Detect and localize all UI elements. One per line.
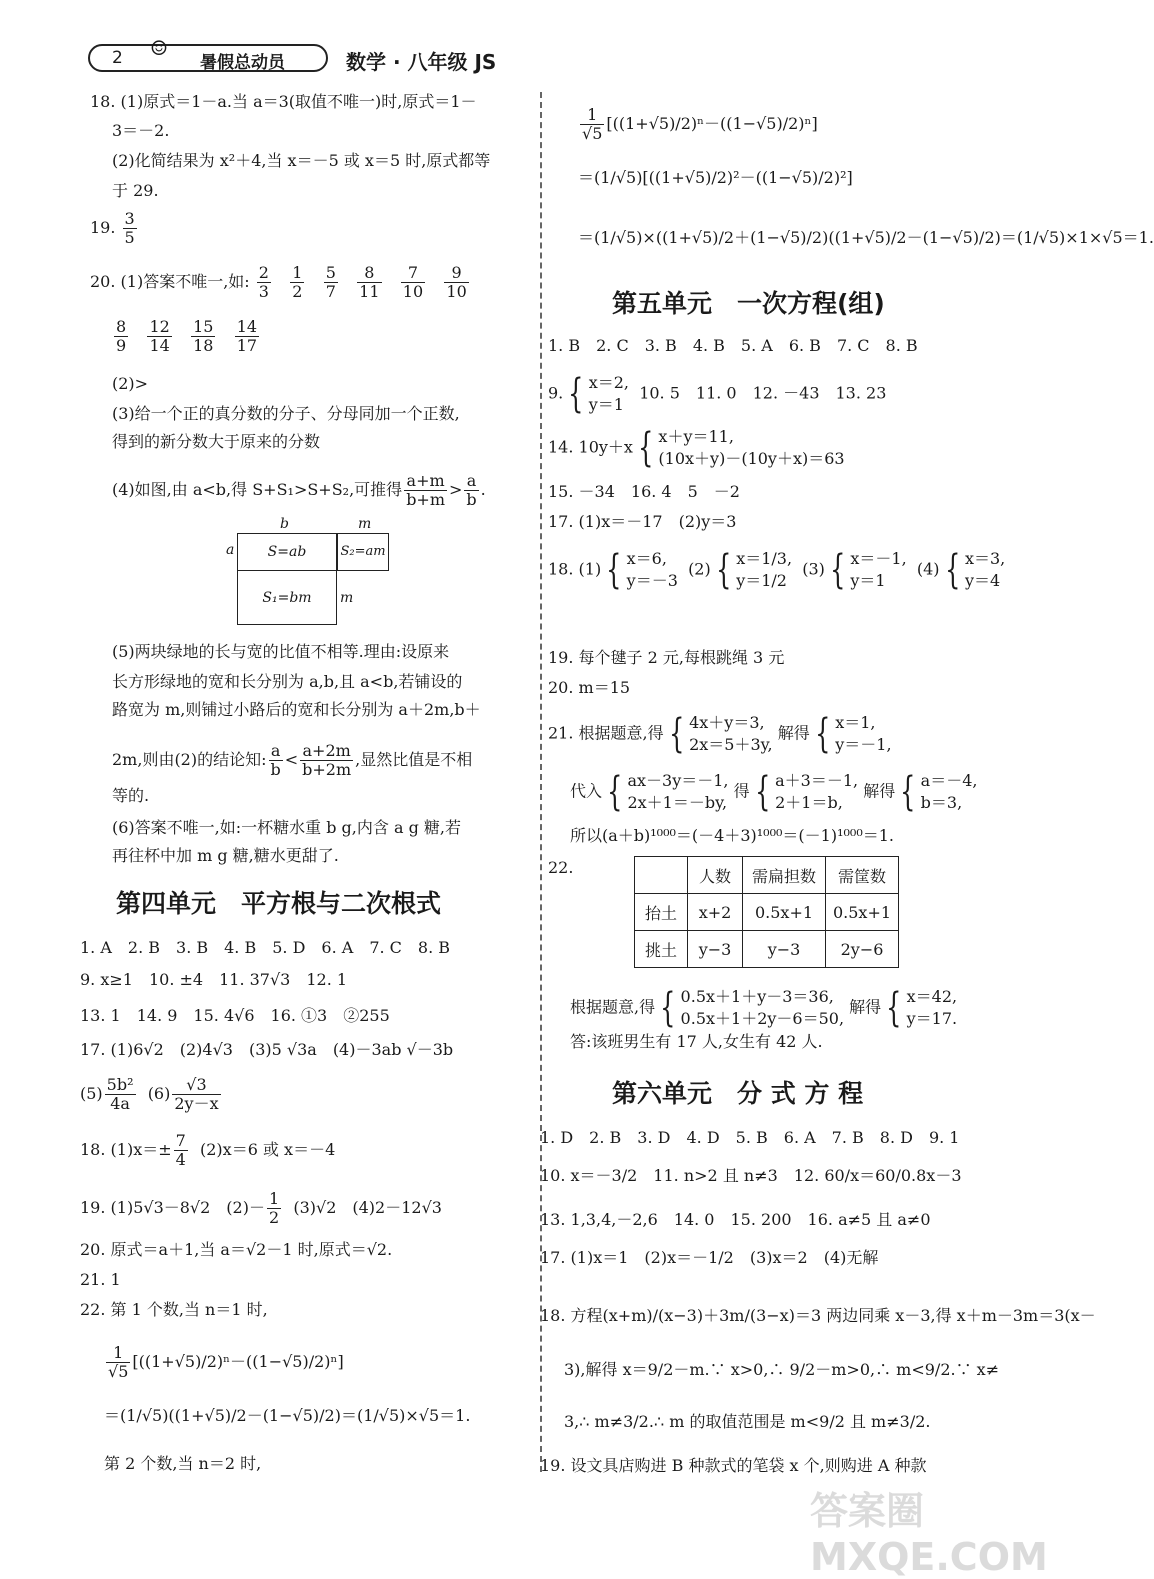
u6-19: 19. 设文具店购进 B 种款式的笔袋 x 个,则购进 A 种款: [540, 1456, 927, 1475]
q20-3b: 得到的新分数大于原来的分数: [112, 432, 321, 451]
q20-5c: 路宽为 m,则铺过小路后的宽和长分别为 a＋2m,b＋: [112, 700, 481, 719]
q20-6b: 再往杯中加 m g 糖,糖水更甜了.: [112, 846, 339, 865]
u4-22: 22. 第 1 个数,当 n＝1 时,: [80, 1300, 268, 1319]
u4-9: 9. x≥1 10. ±4 11. 37√3 12. 1: [80, 970, 348, 989]
q20-6a: (6)答案不唯一,如:一杯糖水重 b g,内含 a g 糖,若: [112, 818, 462, 837]
u6-17: 17. (1)x＝1 (2)x＝－1/2 (3)x＝2 (4)无解: [540, 1248, 879, 1267]
u5-1: 1. B 2. C 3. B 4. B 5. A 6. B 7. C 8. B: [548, 336, 918, 355]
mascot-icon: ☺: [150, 36, 168, 60]
u5-9: 9. { x＝2, y＝1 10. 5 11. 0 12. －43 13. 23: [548, 371, 887, 417]
fig-rect-s: S=ab: [237, 533, 337, 571]
u6-13: 13. 1,3,4,－2,6 14. 0 15. 200 16. a≠5 且 a≠0: [540, 1210, 931, 1229]
q20-1b: $\frac{8}{9}$ $\frac{12}{14}$ $\frac{15}{18}$ $\frac{14}{17}$: [116, 317, 258, 355]
unit6-title: 第六单元 分 式 方 程: [612, 1079, 864, 1108]
u4-13: 13. 1 14. 9 15. 4√6 16. ①3 ②255: [80, 1006, 390, 1025]
u5-21c: 所以(a＋b)¹⁰⁰⁰＝(－4＋3)¹⁰⁰⁰＝(－1)¹⁰⁰⁰＝1.: [570, 826, 895, 845]
u5-19: 19. 每个毽子 2 元,每根跳绳 3 元: [548, 648, 785, 667]
u4-20: 20. 原式＝a＋1,当 a＝√2－1 时,原式＝√2.: [80, 1240, 393, 1259]
u5-17: 17. (1)x＝－17 (2)y＝3: [548, 512, 737, 531]
q18-2b: 于 29.: [112, 181, 159, 200]
fig-rect-s2: S₂=am: [337, 533, 389, 571]
q18-2: (2)化简结果为 x²＋4,当 x＝－5 或 x＝5 时,原式都等: [112, 151, 491, 170]
u5-21b: 代入 { ax－3y＝－1, 2x＋1＝－by, 得 { a＋3＝－1, 2＋1＝b, 解得 { a＝－4, b＝3,: [570, 769, 978, 815]
u6-10: 10. x＝－3/2 11. n>2 且 n≠3 12. 60/x＝60/0.8x－3: [540, 1166, 962, 1185]
header-badge: [88, 44, 328, 72]
fig-rect-s1: S₁=bm: [237, 571, 337, 625]
r-line1: $\frac{1}{√5}$ [((1+√5)/2)ⁿ－((1−√5)/2)ⁿ]: [582, 105, 818, 143]
q20-5f: 等的.: [112, 786, 150, 805]
q20-4: (4)如图,由 a<b,得 S+S₁>S+S₂,可推得 $\frac{a+m}{b+m}$ > $\frac{a}{b}$ .: [112, 471, 486, 509]
series-name: 暑假总动员: [200, 53, 285, 73]
q20-3a: (3)给一个正的真分数的分子、分母同加一个正数,: [112, 404, 460, 423]
q19: 19. $\frac{3}{5}$: [90, 209, 135, 247]
watermark-logo: 答案圈 MXQE.COM: [810, 1489, 1048, 1579]
u4-1: 1. A 2. B 3. B 4. B 5. D 6. A 7. C 8. B: [80, 938, 451, 957]
fig-label-b: b: [280, 516, 289, 532]
carry-table: [634, 856, 899, 968]
table-row: 抬土 x+2 0.5x+1 0.5x+1: [635, 894, 899, 931]
unit5-title: 第五单元 一次方程(组): [612, 289, 885, 318]
unit4-title: 第四单元 平方根与二次根式: [116, 889, 442, 918]
q20-5d: 2m,则由(2)的结论知: $\frac{a}{b}$ < $\frac{a+2m}{b+2m}$ ,显然比值是不相: [112, 741, 473, 779]
u5-15: 15. －34 16. 4 5 －2: [548, 482, 740, 501]
u4-18: 18. (1)x＝± $\frac{7}{4}$ (2)x＝6 或 x＝－4: [80, 1131, 336, 1169]
q20-5b: 长方形绿地的宽和长分别为 a,b,且 a<b,若铺设的: [112, 672, 463, 691]
u4-22b: ＝(1/√5)((1+√5)/2－(1−√5)/2)＝(1/√5)×√5＝1.: [104, 1406, 471, 1425]
table-row: 挑土 y−3 y−3 2y−6: [635, 931, 899, 968]
r-line3: ＝(1/√5)×((1+√5)/2＋(1−√5)/2)((1+√5)/2－(1−√5)/2)＝(1/√5)×1×√5＝1.: [578, 228, 1154, 247]
fig-label-m2: m: [340, 590, 354, 606]
u6-18b: 3),解得 x＝9/2－m.∵ x>0,∴ 9/2－m>0,∴ m<9/2.∵ x≠: [564, 1360, 1000, 1379]
u4-17b: (5) $\frac{\text{5b²}}{4a}$ (6) $\frac{√3}{2y-x}$: [80, 1075, 219, 1113]
q20-1: 20. (1)答案不唯一,如: $\frac{2}{3}$ $\frac{1}{2}$ $\frac{5}{7}$ $\frac{8}{11}$ $\frac{7}{10}$ $\frac{9}{10}$: [90, 263, 467, 301]
q18-1b: 3＝－2.: [112, 121, 170, 140]
u4-22a: $\frac{1}{√5}$ [((1+√5)/2)ⁿ－((1−√5)/2)ⁿ]: [108, 1343, 344, 1381]
r-line2: ＝(1/√5)[((1+√5)/2)²－((1−√5)/2)²]: [578, 168, 853, 187]
fig-label-a: a: [226, 542, 235, 558]
u5-22: 22.: [548, 858, 574, 877]
q18-1: 18. (1)原式＝1－a.当 a＝3(取值不唯一)时,原式＝1－: [90, 92, 477, 111]
fig-label-m: m: [358, 516, 372, 532]
subject-title: 数学 · 八年级 JS: [346, 50, 497, 74]
u6-18c: 3,∴ m≠3/2.∴ m 的取值范围是 m<9/2 且 m≠3/2.: [564, 1412, 931, 1431]
u5-18: 18. (1) { x＝6, y＝－3 (2) { x＝1/3, y＝1/2 (3) { x＝－1, y＝1 (4) { x＝3, y＝4: [548, 547, 1006, 593]
u4-19: 19. (1)5√3－8√2 (2)－ $\frac{1}{2}$ (3)√2 (4)2－12√3: [80, 1189, 442, 1227]
u4-21: 21. 1: [80, 1270, 121, 1289]
u5-14: 14. 10y＋x { x＋y＝11, (10x＋y)－(10y＋x)＝63: [548, 425, 845, 471]
u5-20: 20. m＝15: [548, 678, 631, 697]
table-row: 人数 需扁担数 需筐数: [635, 857, 899, 894]
u4-17: 17. (1)6√2 (2)4√3 (3)5 √3a (4)－3ab √－3b: [80, 1040, 454, 1059]
page-number: 2: [112, 48, 123, 68]
q20-2: (2)>: [112, 374, 149, 393]
u6-18a: 18. 方程(x+m)/(x−3)＋3m/(3−x)＝3 两边同乘 x－3,得 x＋m－3m＝3(x－: [540, 1306, 1096, 1325]
u5-21: 21. 根据题意,得 { 4x＋y＝3, 2x＝5＋3y, 解得 { x＝1, y＝－1,: [548, 711, 892, 757]
u5-22g: 答:该班男生有 17 人,女生有 42 人.: [570, 1032, 823, 1051]
u4-22c: 第 2 个数,当 n＝2 时,: [104, 1454, 262, 1473]
u6-1: 1. D 2. B 3. D 4. D 5. B 6. A 7. B 8. D 9. 1: [540, 1128, 960, 1147]
q20-5a: (5)两块绿地的长与宽的比值不相等.理由:设原来: [112, 642, 450, 661]
u5-22a: 根据题意,得 { 0.5x＋1＋y－3＝36, 0.5x＋1＋2y－6＝50, 解得 { x＝42, y＝17.: [570, 985, 958, 1031]
